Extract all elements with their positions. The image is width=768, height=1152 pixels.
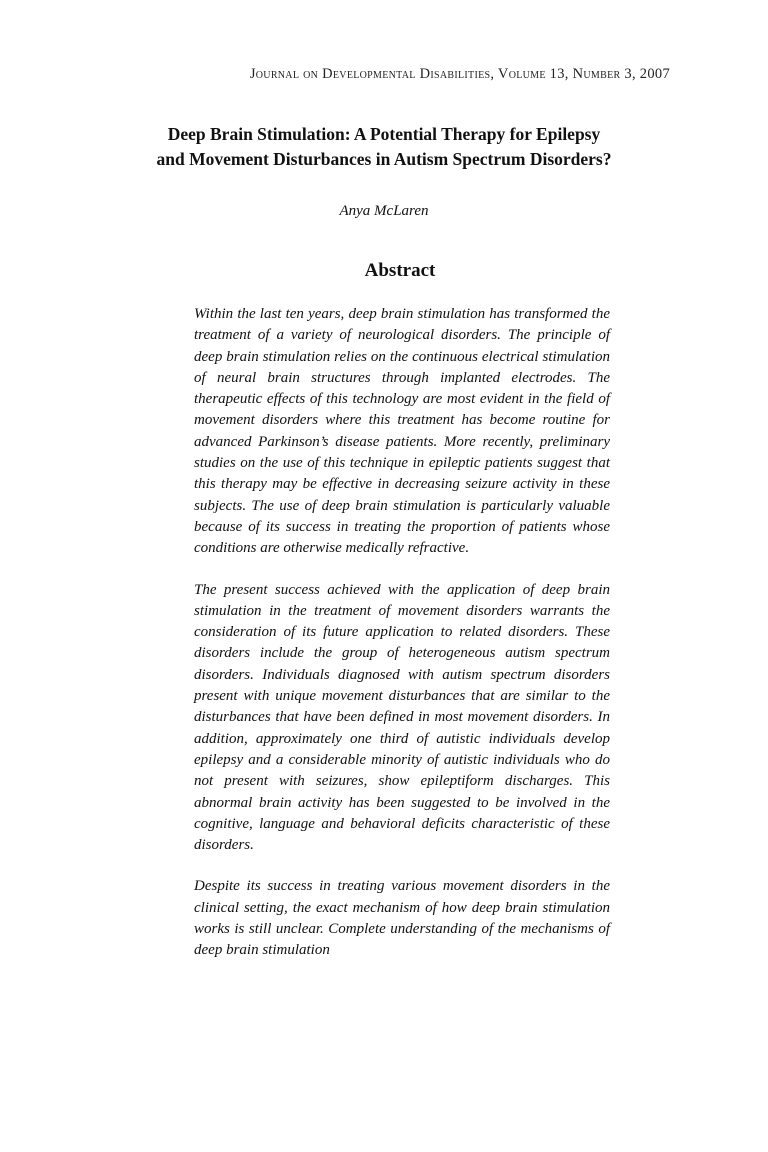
abstract-paragraph-1: Within the last ten years, deep brain stimulation has transformed the treatment of a variety of neurological disorders. The principle of deep brain stimulation relies on the continuous electrical stimulation of neural brain structures through implanted electrodes. The therapeutic effects of this technology are most evident in the field of movement disorders where this treatment has become routine for advanced Parkinson’s disease patients. More recently, preliminary studies on the use of this technique in epileptic patients suggest that this therapy may be effective in decreasing seizure activity in these subjects. The use of deep brain stimulation is particularly valuable because of its success in treating the proportion of patients whose conditions are otherwise medically refractive. bbox=[194, 306, 610, 557]
abstract-paragraph-2: The present success achieved with the application of deep brain stimulation in the treatment of movement disorders warrants the consideration of its future application to related disorders. These disorders include the group of heterogeneous autism spectrum disorders. Individuals diagnosed with autism spectrum disorders present with unique movement disturbances that are similar to the disturbances that have been defined in most movement disorders. In addition, approximately one third of autistic individuals develop epilepsy and a considerable minority of autistic individuals who do not present with seizures, show epileptiform discharges. This abnormal brain activity has been suggested to be involved in the cognitive, language and behavioral deficits characteristic of these disorders. bbox=[194, 581, 610, 854]
abstract-body bbox=[194, 304, 610, 982]
author-name: Anya McLaren bbox=[339, 203, 429, 219]
article-title bbox=[0, 122, 768, 172]
article-title-line-2: and Movement Disturbances in Autism Spectrum Disorders? bbox=[156, 149, 612, 169]
running-header: Journal on Developmental Disabilities, Volume 13, Number 3, 2007 bbox=[249, 66, 670, 82]
abstract-heading: Abstract bbox=[364, 260, 436, 281]
article-title-line-1: Deep Brain Stimulation: A Potential Therapy for Epilepsy bbox=[167, 124, 601, 144]
abstract-paragraph-3: Despite its success in treating various movement disorders in the clinical setting, the exact mechanism of how deep brain stimulation works is still unclear. Complete understanding of the mechanisms of deep brain stimulation bbox=[194, 878, 610, 959]
